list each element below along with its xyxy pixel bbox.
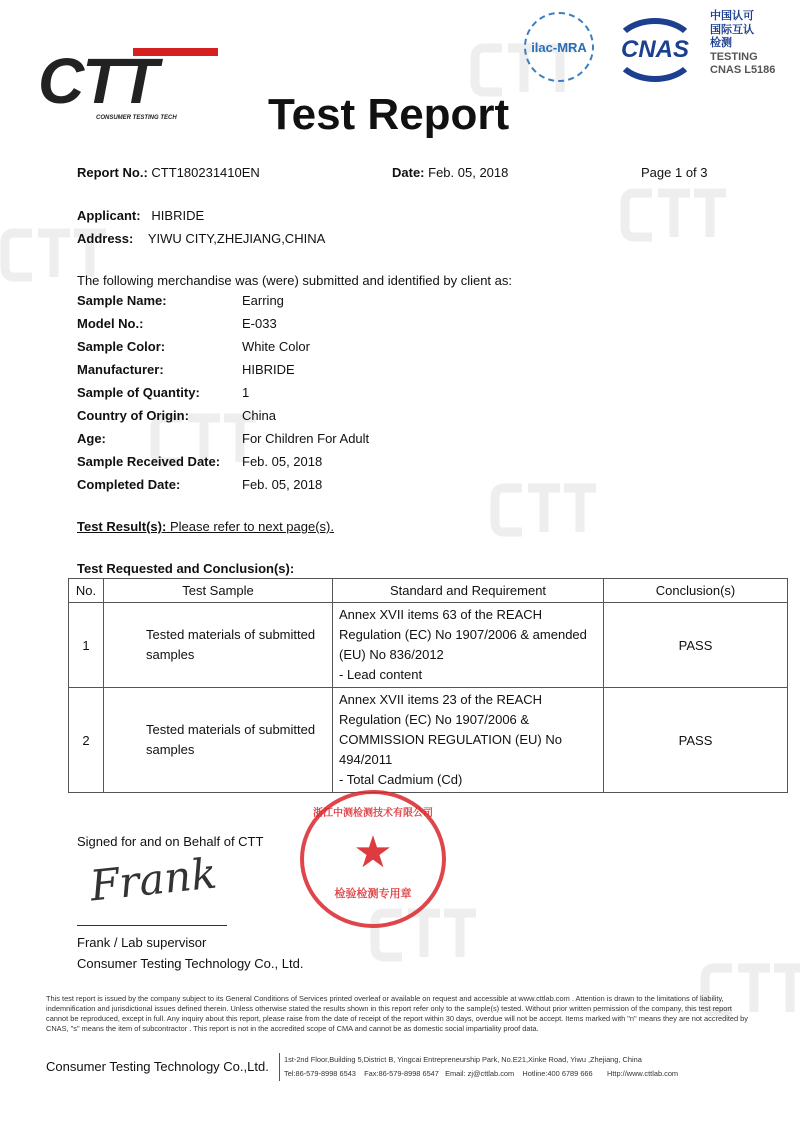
row-no: 2: [69, 688, 104, 793]
field-value: For Children For Adult: [242, 431, 370, 446]
page-number: Page 1 of 3: [641, 165, 708, 180]
intro-text: The following merchandise was (were) submitted and identified by client as:: [77, 273, 512, 288]
field-value: White Color: [242, 339, 310, 354]
header-no: No.: [69, 579, 104, 603]
row-standard: Annex XVII items 63 of the REACH Regulation (EC) No 1907/2006 & amended (EU) No 836/2012 - Lead content: [333, 603, 604, 688]
field-value: Earring: [242, 293, 284, 308]
table-row: [69, 688, 788, 793]
row-sample: Tested materials of submitted samples: [104, 688, 333, 793]
field-row: [77, 431, 369, 454]
signature: Frank: [87, 848, 219, 911]
field-label: Sample Received Date:: [77, 454, 221, 469]
field-label: Manufacturer:: [77, 362, 164, 377]
conclusion-table: [68, 578, 788, 793]
field-value: Feb. 05, 2018: [242, 454, 323, 469]
header-standard: Standard and Requirement: [333, 579, 604, 603]
field-label: Sample of Quantity:: [77, 385, 200, 400]
ctt-watermark: [490, 480, 600, 540]
field-label: Sample Color:: [77, 339, 166, 354]
field-label: Completed Date:: [77, 477, 181, 492]
ctt-logo: [38, 45, 188, 126]
signer-company: Consumer Testing Technology Co., Ltd.: [77, 956, 304, 971]
ctt-watermark: [620, 185, 730, 245]
row-conclusion: PASS: [604, 603, 788, 688]
report-date: Date: Feb. 05, 2018: [392, 165, 509, 180]
field-row: [77, 385, 369, 408]
cnas-logo: CNAS: [612, 18, 698, 82]
footer-company: Consumer Testing Technology Co.,Ltd.: [46, 1059, 269, 1074]
field-row: [77, 454, 369, 477]
field-row: [77, 362, 369, 385]
star-icon: ★: [353, 828, 393, 877]
logo-text: CTT: [38, 45, 157, 117]
field-value: 1: [242, 385, 250, 400]
field-label: Model No.:: [77, 316, 144, 331]
field-value: E-033: [242, 316, 277, 331]
field-value: HIBRIDE: [242, 362, 295, 377]
field-row: [77, 316, 369, 339]
report-title: Test Report: [268, 90, 510, 139]
signed-for: Signed for and on Behalf of CTT: [77, 834, 264, 849]
field-row: [77, 477, 369, 500]
row-sample: Tested materials of submitted samples: [104, 603, 333, 688]
field-label: Age:: [77, 431, 106, 446]
conclusion-title: Test Requested and Conclusion(s):: [77, 561, 295, 576]
header-sample: Test Sample: [104, 579, 333, 603]
address: Address: YIWU CITY,ZHEJIANG,CHINA: [77, 231, 326, 246]
test-result: Test Result(s): Please refer to next page(s).: [77, 519, 334, 534]
report-no: Report No.: CTT180231410EN: [77, 165, 260, 180]
sample-fields: [77, 293, 369, 500]
applicant: Applicant: HIBRIDE: [77, 208, 205, 223]
cnas-text: 中国认可 国际互认 检测 TESTING CNAS L5186: [710, 10, 776, 76]
field-value: Feb. 05, 2018: [242, 477, 323, 492]
signer: Frank / Lab supervisor: [77, 935, 207, 950]
disclaimer: This test report is issued by the company subject to its General Conditions of Services printed overleaf or available on request and accessible at www.cttlab.com . Attention is drawn to the limitations of liability, indemnification and jurisdictional issues defined therein. Unless otherwise stated the results shown in this report refer only to the sample(s) tested. Without prior written permission of the company, this test report cannot be reproduced, except in full. Any inquiry about this report, please raise from the date of receipt of the report within 30 days, overdue will not be accept. Items marked with "n" means they are not accredited by CNAS, "s" means the item of subcontractor . This report is not in the accredited scope of CMA and cannot be as domestic social impartiality proof data.: [46, 994, 748, 1033]
field-row: [77, 339, 369, 362]
row-conclusion: PASS: [604, 688, 788, 793]
field-label: Country of Origin:: [77, 408, 189, 423]
logo-tagline: CONSUMER TESTING TECH: [96, 115, 177, 121]
header-conclusion: Conclusion(s): [604, 579, 788, 603]
ilac-mra-logo: ilac-MRA: [524, 12, 594, 82]
signature-line: [77, 925, 227, 926]
row-standard: Annex XVII items 23 of the REACH Regulation (EC) No 1907/2006 & COMMISSION REGULATION (EU) No 494/2011 - Total Cadmium (Cd): [333, 688, 604, 793]
row-no: 1: [69, 603, 104, 688]
field-value: China: [242, 408, 276, 423]
field-row: [77, 408, 369, 431]
footer-contact: 1st-2nd Floor,Building 5,District B, Yingcai Entrepreneurship Park, No.E21,Xinke Road, Yiwu ,Zhejiang, China Tel:86-579-8998 6543 Fax:86-579-8998 6547 Email: zj@cttlab.com Hotline:400 6789 666 Http://www.cttlab.com: [279, 1053, 678, 1081]
table-row: [69, 603, 788, 688]
company-stamp: 浙江中测检测技术有限公司 ★ 检验检测专用章: [300, 790, 446, 928]
field-label: Sample Name:: [77, 293, 167, 308]
field-row: [77, 293, 369, 316]
